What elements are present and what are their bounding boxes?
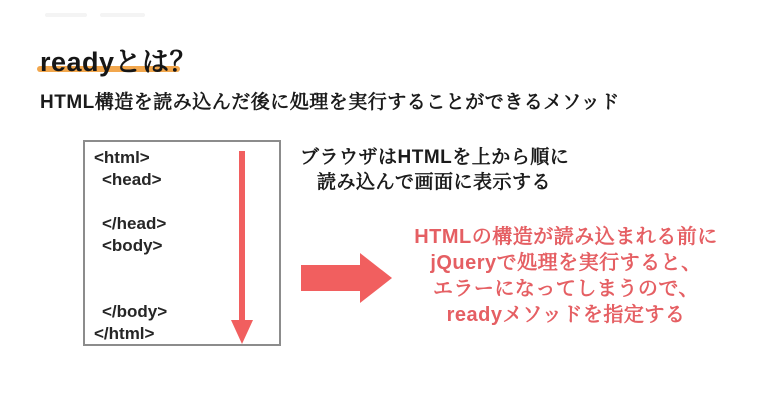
browser-note xyxy=(300,145,569,195)
ready-note-line: HTMLの構造が読み込まれる前に xyxy=(414,226,718,248)
ready-note-line: readyメソッドを指定する xyxy=(446,304,686,326)
ready-note-line: jQueryで処理を実行すると、 xyxy=(430,252,702,274)
page-title: readyとは？ xyxy=(40,47,198,77)
right-arrow-icon xyxy=(300,252,393,304)
code-line: </head> xyxy=(102,214,167,233)
browser-note-line: 読み込んで画面に表示する xyxy=(317,172,552,193)
code-line: </html> xyxy=(94,324,155,343)
ready-note-line: エラーになってしまうので、 xyxy=(432,278,700,300)
code-line: <html> xyxy=(94,148,150,167)
browser-note-line: ブラウザはHTMLを上から順に xyxy=(300,147,570,168)
faint-watermark xyxy=(45,13,87,17)
subtitle: HTML構造を読み込んだ後に処理を実行することができるメソッド xyxy=(40,92,620,113)
code-line: <head> xyxy=(102,170,162,189)
down-arrow-icon xyxy=(229,147,255,347)
ready-note xyxy=(400,224,732,328)
faint-watermark xyxy=(100,13,145,17)
code-line: <body> xyxy=(102,236,163,255)
code-line: </body> xyxy=(102,302,168,321)
